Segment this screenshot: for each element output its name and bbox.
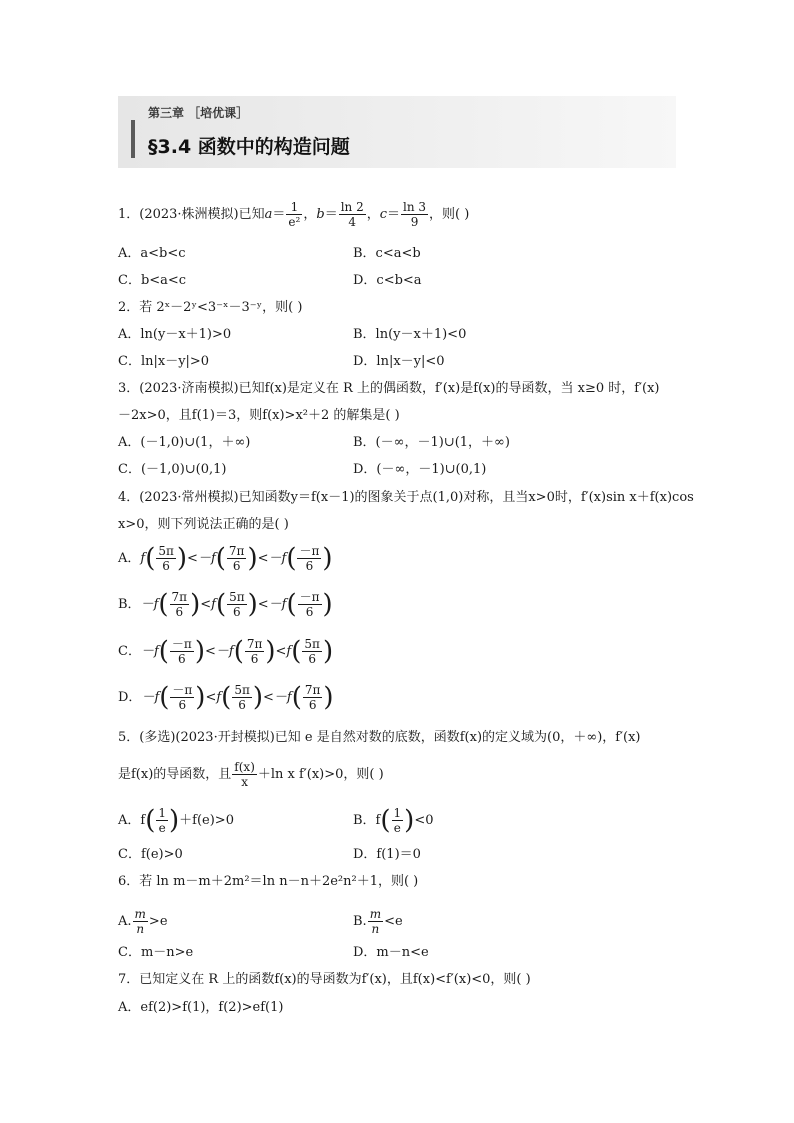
q4-d-d1: 6 xyxy=(178,698,187,712)
q6-option-a[interactable] xyxy=(118,907,168,936)
q4-b-label: B． xyxy=(118,597,141,612)
q4-d-n3: 7π xyxy=(304,683,321,697)
q4-a-term1: f xyxy=(140,551,146,566)
q4-b-d3: 6 xyxy=(305,605,314,619)
q5-stem2-pre: 是f(x)的导函数，且 xyxy=(118,767,232,782)
q5-option-b[interactable]: B．f( $\frac{1}{e}$ )<0 xyxy=(353,805,434,836)
q4-b-d2: 6 xyxy=(233,605,241,619)
q4-d-frac3 xyxy=(303,683,323,712)
q4-option-d[interactable]: D．－f( $\frac{-\pi}{6}$ )<f( $\frac{5\pi}{6}$ )<－f( $\frac{7\pi}{6}$ ) xyxy=(118,682,334,713)
q2-option-d[interactable]: D．ln|x－y|<0 xyxy=(353,354,445,369)
question-7-stem: 7．已知定义在 R 上的函数f(x)的导函数为f′(x)，且f(x)<f′(x)<0，则( ) xyxy=(118,972,531,987)
question-3-stem-line1: 3．(2023·济南模拟)已知f(x)是定义在 R 上的偶函数，f′(x)是f(x)的导函数，当 x≥0 时，f′(x) xyxy=(118,381,660,396)
q5-b-num: 1 xyxy=(393,806,402,820)
question-4-stem-line2: x>0，则下列说法正确的是( ) xyxy=(118,517,289,532)
q6-a-frac xyxy=(133,907,148,936)
q4-c-label: C． xyxy=(118,644,141,659)
q4-b-n1: 7π xyxy=(171,590,188,604)
q4-c-frac2 xyxy=(245,637,265,666)
q5-b-post: <0 xyxy=(414,813,434,828)
q6-a-num: m xyxy=(134,907,146,921)
q4-d-d3: 6 xyxy=(308,698,317,712)
q6-a-post: >e xyxy=(148,914,168,929)
q4-a-frac3 xyxy=(297,544,321,573)
q3-option-c[interactable]: C．(－1,0)∪(0,1) xyxy=(118,462,227,477)
q5-stem2-post: ＋ln x f′(x)>0，则( ) xyxy=(257,767,384,782)
question-5-stem-line2 xyxy=(118,760,384,789)
q5-option-d[interactable]: D．f(1)＝0 xyxy=(353,847,421,862)
q4-b-op1: <f xyxy=(200,597,216,612)
q4-c-d3: 6 xyxy=(308,652,316,666)
q4-a-frac2 xyxy=(227,544,247,573)
q4-c-d1: 6 xyxy=(178,652,186,666)
q5-a-num: 1 xyxy=(158,806,166,820)
q5-a-post: ＋f(e)>0 xyxy=(179,813,234,828)
q4-b-frac1 xyxy=(170,590,190,619)
q4-b-n2: 5π xyxy=(229,590,245,604)
q2-option-a[interactable]: A．ln(y－x＋1)>0 xyxy=(118,327,232,342)
q1-option-a[interactable]: A．a<b<c xyxy=(118,246,186,261)
q1-a-fraction xyxy=(286,200,302,229)
q4-d-frac1 xyxy=(170,683,194,712)
q3-option-b[interactable]: B．(－∞，－1)∪(1，＋∞) xyxy=(353,435,510,450)
q5-a-den: e xyxy=(158,821,166,835)
question-1-stem: 1．(2023·株洲模拟)已知a＝ $\frac{1}{\text{e²}}$ ，b＝ $\frac{\ln 2}{4}$ ，c＝ $\frac{\ln 3}{9}$ ，则( ) xyxy=(118,200,470,229)
q4-option-b[interactable]: B．－f( $\frac{7\pi}{6}$ )<f( $\frac{5\pi}{6}$ )<－f( $\frac{-\pi}{6}$ ) xyxy=(118,589,333,620)
header-accent-bar xyxy=(131,120,135,158)
chapter-header xyxy=(118,96,676,168)
q4-a-frac1 xyxy=(156,544,176,573)
q4-c-frac1 xyxy=(170,637,194,666)
q4-d-label: D． xyxy=(118,690,142,705)
question-2-stem: 2．若 2ˣ－2ʸ<3⁻ˣ－3⁻ʸ，则( ) xyxy=(118,300,303,315)
q7-option-a[interactable]: A．ef(2)>f(1)，f(2)>ef(1) xyxy=(118,1000,284,1015)
q1-b-den: 4 xyxy=(348,215,357,229)
q4-b-term1: －f xyxy=(140,597,159,612)
q4-d-n2: 5π xyxy=(234,683,250,697)
q4-d-term1: －f xyxy=(141,690,160,705)
q5-a-frac xyxy=(156,806,168,835)
q4-c-frac3 xyxy=(302,637,322,666)
q2-option-c[interactable]: C．ln|x－y|>0 xyxy=(118,354,210,369)
q6-a-den: n xyxy=(136,922,145,936)
q6-option-d[interactable]: D．m－n<e xyxy=(353,945,429,960)
q6-b-den: n xyxy=(371,922,380,936)
q1-option-c[interactable]: C．b<a<c xyxy=(118,273,187,288)
q4-d-frac2 xyxy=(232,683,252,712)
q1-b-fraction xyxy=(339,200,366,229)
q4-b-n3: －π xyxy=(299,590,320,604)
q5-option-c[interactable]: C．f(e)>0 xyxy=(118,847,183,862)
q4-a-n1: 5π xyxy=(158,544,174,558)
q5-option-a[interactable]: A．f( $\frac{1}{e}$ )＋f(e)>0 xyxy=(118,805,234,836)
q6-option-b[interactable] xyxy=(353,907,403,936)
q6-b-pre: B. xyxy=(353,914,367,929)
q4-a-d3: 6 xyxy=(305,559,314,573)
question-5-stem-line1: 5．(多选)(2023·开封模拟)已知 e 是自然对数的底数，函数f(x)的定义域为(0，＋∞)，f′(x) xyxy=(118,730,641,745)
q1-a-label: a xyxy=(264,207,273,222)
q5-b-den: e xyxy=(393,821,401,835)
question-6-stem: 6．若 ln m－m＋2m²＝ln n－n＋2e²n²＋1，则( ) xyxy=(118,874,419,889)
q4-d-op1: <f xyxy=(205,690,222,705)
question-3-stem-line2: －2x>0，且f(1)＝3，则f(x)>x²＋2 的解集是( ) xyxy=(118,408,400,423)
q5-b-frac xyxy=(392,806,404,835)
q1-b-label: b xyxy=(316,207,325,222)
q4-option-a[interactable]: A．f( $\frac{5\pi}{6}$ )<－f( $\frac{7\pi}{6}$ )<－f( $\frac{-\pi}{6}$ ) xyxy=(118,543,333,574)
q4-c-n3: 5π xyxy=(304,637,320,651)
q1-b-num: ln 2 xyxy=(340,200,364,214)
q4-b-frac3 xyxy=(298,590,322,619)
q4-c-n2: 7π xyxy=(246,637,263,651)
q4-c-op1: <－f xyxy=(204,644,234,659)
q4-d-d2: 6 xyxy=(238,698,246,712)
q5-b-pre: B．f xyxy=(353,813,381,828)
q4-a-op1: <－f xyxy=(187,551,216,566)
q1-c-label: c xyxy=(379,207,388,222)
q4-b-op2: <－f xyxy=(257,597,287,612)
q3-option-d[interactable]: D．(－∞，－1)∪(0,1) xyxy=(353,462,487,477)
q1-a-den: e² xyxy=(288,215,301,229)
q4-a-label: A． xyxy=(118,551,141,566)
q5-a-pre: A．f xyxy=(118,813,146,828)
q4-b-d1: 6 xyxy=(175,605,184,619)
q4-a-n3: －π xyxy=(299,544,320,558)
q1-option-d[interactable]: D．c<b<a xyxy=(353,273,422,288)
q4-d-op2: <－f xyxy=(263,690,292,705)
chapter-label: 第三章 ［培优课］ xyxy=(148,106,249,120)
q5-fraction xyxy=(232,760,257,789)
q4-c-term1: －f xyxy=(140,644,159,659)
q4-a-d1: 6 xyxy=(162,559,170,573)
q4-a-d2: 6 xyxy=(232,559,241,573)
q4-option-c[interactable]: C．－f( $\frac{-\pi}{6}$ )<－f( $\frac{7\pi}{6}$ )<f( $\frac{5\pi}{6}$ ) xyxy=(118,636,334,667)
q6-option-c[interactable]: C．m－n>e xyxy=(118,945,194,960)
q1-c-fraction xyxy=(401,200,428,229)
q5-frac-num: f(x) xyxy=(234,760,255,774)
q1-lead: 1．(2023·株洲模拟)已知 xyxy=(118,207,265,222)
q6-b-num: m xyxy=(369,907,382,921)
q1-c-den: 9 xyxy=(410,215,419,229)
q4-b-frac2 xyxy=(227,590,247,619)
q1-a-num: 1 xyxy=(286,200,302,215)
q4-c-n1: －π xyxy=(171,637,192,651)
q3-option-a[interactable]: A．(－1,0)∪(1，＋∞) xyxy=(118,435,251,450)
q5-frac-den: x xyxy=(241,775,248,789)
q4-c-d2: 6 xyxy=(250,652,259,666)
q4-c-op2: <f xyxy=(275,644,292,659)
q1-tail: ，则( ) xyxy=(429,207,470,222)
section-title: §3.4 函数中的构造问题 xyxy=(148,136,350,158)
q4-a-op2: <－f xyxy=(257,551,287,566)
question-4-stem-line1: 4．(2023·常州模拟)已知函数y＝f(x－1)的图象关于点(1,0)对称，且当x>0时，f′(x)sin x＋f(x)cos xyxy=(118,490,694,505)
q4-d-n1: －π xyxy=(172,683,193,697)
q6-b-post: <e xyxy=(384,914,403,929)
q1-c-num: ln 3 xyxy=(403,200,427,214)
q2-option-b[interactable]: B．ln(y－x＋1)<0 xyxy=(353,327,467,342)
q6-a-pre: A. xyxy=(118,914,132,929)
q1-option-b[interactable]: B．c<a<b xyxy=(353,246,421,261)
q4-a-n2: 7π xyxy=(228,544,245,558)
q6-b-frac xyxy=(368,907,383,936)
